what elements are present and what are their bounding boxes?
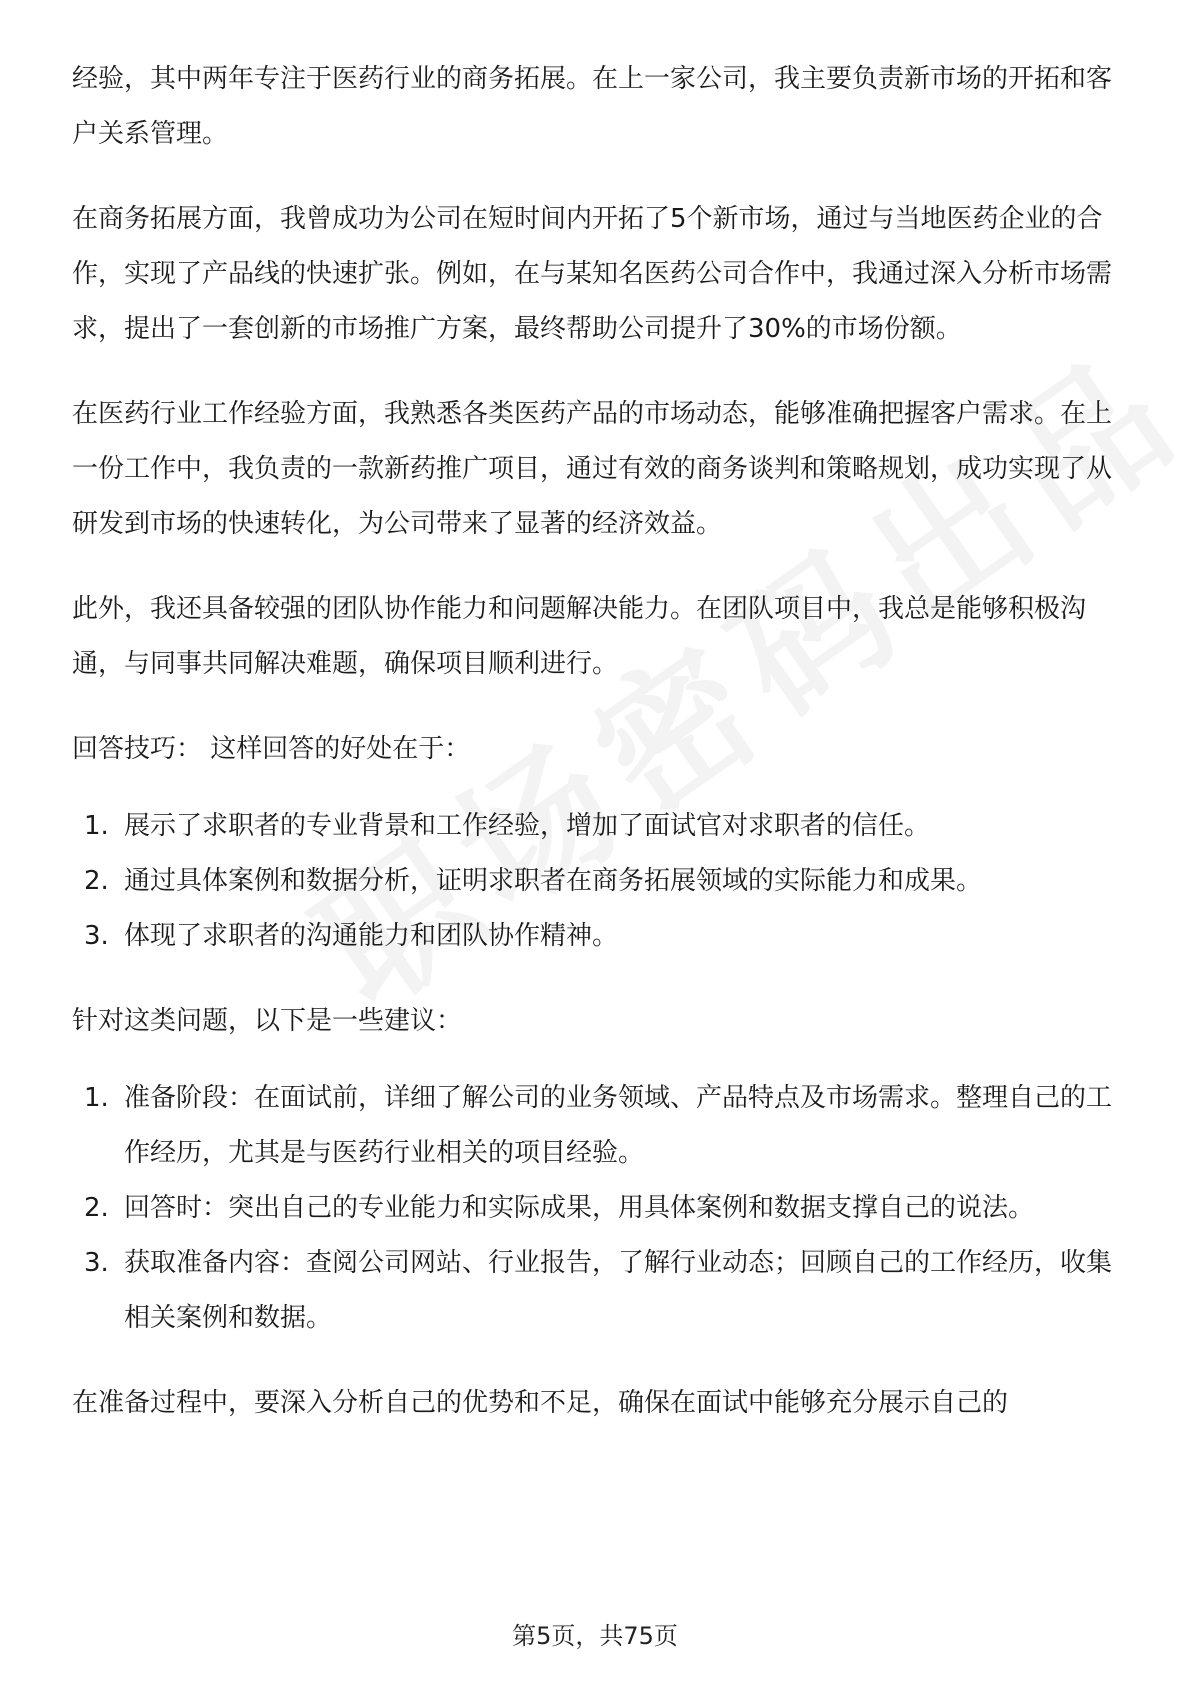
list-number: 2. xyxy=(84,866,109,896)
list-text: 准备阶段：在面试前，详细了解公司的业务领域、产品特点及市场需求。整理自己的工作经历，尤其是与医药行业相关的项目经验。 xyxy=(124,1083,1113,1168)
list-number: 1. xyxy=(84,811,109,841)
tips-heading: 回答技巧： 这样回答的好处在于： xyxy=(72,734,471,764)
list-item xyxy=(72,909,1122,964)
list-item xyxy=(72,1236,1122,1346)
list-text: 通过具体案例和数据分析，证明求职者在商务拓展领域的实际能力和成果。 xyxy=(124,866,983,896)
list-number: 3. xyxy=(84,1248,109,1278)
closing-paragraph: 在准备过程中，要深入分析自己的优势和不足，确保在面试中能够充分展示自己的 xyxy=(72,1388,1009,1418)
list-number: 3. xyxy=(84,921,109,951)
tips-list xyxy=(72,799,1122,964)
list-number: 1. xyxy=(84,1083,109,1113)
page-footer: 第5页，共75页 xyxy=(512,1622,678,1650)
list-text: 回答时：突出自己的专业能力和实际成果，用具体案例和数据支撑自己的说法。 xyxy=(124,1193,1035,1223)
advice-list xyxy=(72,1071,1122,1346)
list-number: 2. xyxy=(84,1193,109,1223)
paragraph: 在商务拓展方面，我曾成功为公司在短时间内开拓了5个新市场，通过与当地医药企业的合作，实现了产品线的快速扩张。例如，在与某知名医药公司合作中，我通过深入分析市场需求，提出了一套创新的市场推广方案，最终帮助公司提升了30%的市场份额。 xyxy=(72,204,1113,344)
paragraph: 在医药行业工作经验方面，我熟悉各类医药产品的市场动态，能够准确把握客户需求。在上一份工作中，我负责的一款新药推广项目，通过有效的商务谈判和策略规划，成功实现了从研发到市场的快速转化，为公司带来了显著的经济效益。 xyxy=(72,399,1113,539)
list-item xyxy=(72,799,1122,854)
paragraph: 此外，我还具备较强的团队协作能力和问题解决能力。在团队项目中，我总是能够积极沟通，与同事共同解决难题，确保项目顺利进行。 xyxy=(72,594,1087,679)
list-item xyxy=(72,854,1122,909)
list-text: 展示了求职者的专业背景和工作经验，增加了面试官对求职者的信任。 xyxy=(124,811,931,841)
list-item xyxy=(72,1181,1122,1236)
page-content xyxy=(72,52,1122,1461)
list-text: 体现了求职者的沟通能力和团队协作精神。 xyxy=(124,921,619,951)
advice-heading: 针对这类问题，以下是一些建议： xyxy=(72,1006,463,1036)
list-item xyxy=(72,1071,1122,1181)
list-text: 获取准备内容：查阅公司网站、行业报告，了解行业动态；回顾自己的工作经历，收集相关案例和数据。 xyxy=(124,1248,1113,1333)
paragraph: 经验，其中两年专注于医药行业的商务拓展。在上一家公司，我主要负责新市场的开拓和客户关系管理。 xyxy=(72,64,1113,149)
